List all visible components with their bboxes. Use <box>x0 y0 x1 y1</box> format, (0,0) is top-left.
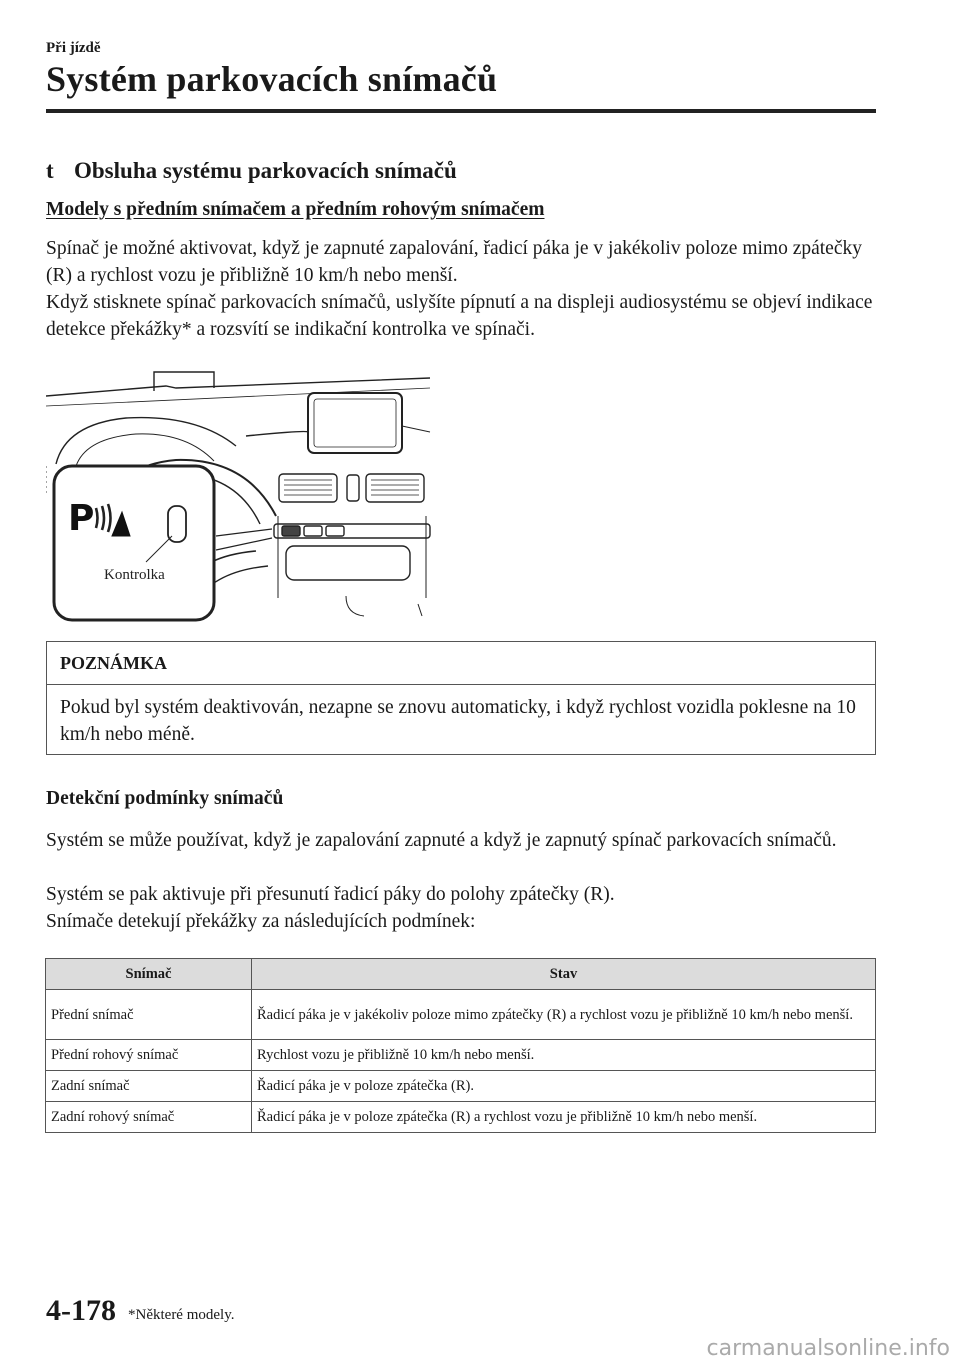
climate-panel <box>286 546 410 580</box>
paragraph: Systém se může používat, když je zapalování zapnuté a když je zapnutý spínač parkovacích snímačů. <box>46 830 837 851</box>
table-cell-sensor: Zadní snímač <box>46 1071 252 1102</box>
table-header-cell: Stav <box>252 959 876 990</box>
paragraph: Když stisknete spínač parkovacích snímačů, uslyšíte pípnutí a na displeji audiosystému se objeví indikace detekce překážky* a rozsvítí se indikační kontrolka ve spínači. <box>46 292 873 340</box>
table-row <box>46 1102 876 1133</box>
right-vent <box>366 474 424 502</box>
chapter-label: Při jízdě <box>46 40 101 56</box>
table-cell-state: Rychlost vozu je přibližně 10 km/h nebo menší. <box>252 1040 876 1071</box>
table-cell-state: Řadicí páka je v jakékoliv poloze mimo zpátečky (R) a rychlost vozu je přibližně 10 km/h nebo menší. <box>252 990 876 1040</box>
table-cell-state: Řadicí páka je v poloze zpátečka (R). <box>252 1071 876 1102</box>
switch-callout <box>54 466 214 620</box>
note-heading: POZNÁMKA <box>47 642 875 685</box>
cluster-hood <box>56 418 236 464</box>
left-vent <box>279 474 337 502</box>
paragraph: Snímače detekují překážky za následujících podmínek: <box>46 911 476 932</box>
dashboard-illustration <box>46 366 446 628</box>
section-heading <box>46 158 457 184</box>
hazard-button <box>347 475 359 501</box>
section-title: Obsluha systému parkovacích snímačů <box>74 158 457 183</box>
detection-heading: Detekční podmínky snímačů <box>46 788 284 809</box>
table-cell-sensor: Přední snímač <box>46 990 252 1040</box>
section-bullet: t <box>46 158 54 183</box>
note-text: Pokud byl systém deaktivován, nezapne se znovu automaticky, i když rychlost vozidla poklesne na 10 km/h nebo méně. <box>60 697 856 745</box>
title-divider <box>46 109 876 113</box>
models-subheading: Modely s předním snímačem a předním rohovým snímačem <box>46 199 545 220</box>
table-cell-sensor: Přední rohový snímač <box>46 1040 252 1071</box>
page-title: Systém parkovacích snímačů <box>46 59 498 99</box>
table-header-cell: Snímač <box>46 959 252 990</box>
table-cell-sensor: Zadní rohový snímač <box>46 1102 252 1133</box>
table-header-row <box>46 959 876 990</box>
paragraph: Spínač je možné aktivovat, když je zapnuté zapalování, řadicí páka je v jakékoliv poloze mimo zpátečky (R) a rychlost vozu je přibližně 10 km/h nebo menší. <box>46 238 862 286</box>
watermark: carmanualsonline.info <box>706 1336 950 1361</box>
paragraph: Systém se pak aktivuje při přesunutí řadicí páky do polohy zpátečky (R). <box>46 884 615 905</box>
center-display <box>308 393 402 453</box>
sensor-conditions-table <box>45 958 876 1133</box>
svg-text:P: P <box>68 498 95 539</box>
footnote: *Některé modely. <box>128 1307 235 1323</box>
table-row <box>46 1071 876 1102</box>
note-box <box>46 641 876 755</box>
callout-label: Kontrolka <box>104 567 165 583</box>
table-row <box>46 990 876 1040</box>
page-number: 4-178 <box>46 1294 116 1327</box>
table-cell-state: Řadicí páka je v poloze zpátečka (R) a rychlost vozu je přibližně 10 km/h nebo menší. <box>252 1102 876 1133</box>
table-row <box>46 1040 876 1071</box>
